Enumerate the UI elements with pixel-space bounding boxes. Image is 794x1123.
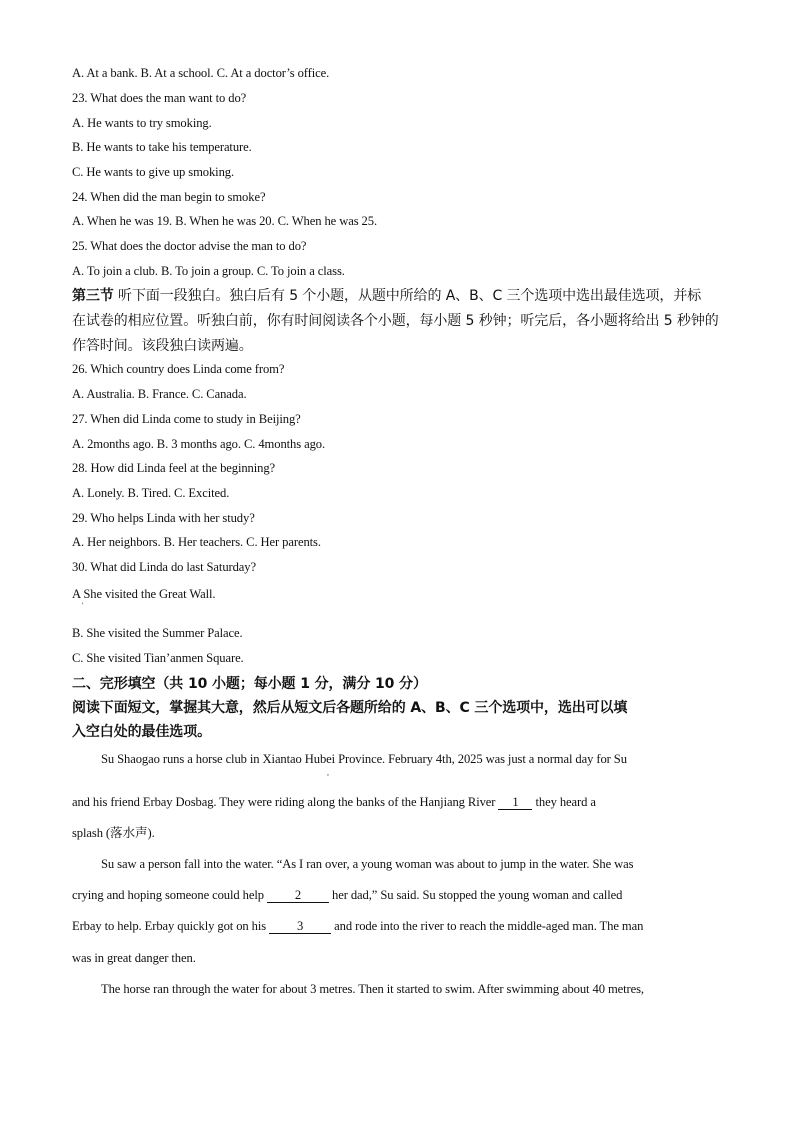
option-line: A She visited the Great Wall. — [72, 587, 216, 601]
passage-line — [72, 918, 643, 934]
part2-title: 二、完形填空（共 10 小题；每小题 1 分，满分 10 分） — [72, 676, 427, 692]
passage-text: crying and hoping someone could help — [72, 888, 267, 902]
option-line: C. She visited Tian’anmen Square. — [72, 651, 244, 665]
passage-line: was in great danger then. — [72, 951, 196, 965]
question-28: 28. How did Linda feel at the beginning? — [72, 461, 276, 475]
option-line: A. Australia. B. France. C. Canada. — [72, 387, 247, 401]
option-line: A. When he was 19. B. When he was 20. C. When he was 25. — [72, 214, 377, 228]
option-line: B. He wants to take his temperature. — [72, 140, 252, 154]
option-line: A. Her neighbors. B. Her teachers. C. Her parents. — [72, 535, 321, 549]
question-25: 25. What does the doctor advise the man to do? — [72, 239, 307, 253]
passage-line: Su saw a person fall into the water. “As I ran over, a young woman was about to jump in the water. She was — [101, 857, 634, 871]
passage-line: Su Shaogao runs a horse club in Xiantao Hubei Province. February 4th, 2025 was just a normal day for Su — [101, 752, 627, 766]
option-line: A. 2months ago. B. 3 months ago. C. 4months ago. — [72, 437, 326, 451]
question-26: 26. Which country does Linda come from? — [72, 362, 285, 376]
option-line: B. She visited the Summer Palace. — [72, 626, 243, 640]
question-24: 24. When did the man begin to smoke? — [72, 190, 266, 204]
blank-1[interactable]: 1 — [498, 796, 532, 810]
blank-2[interactable]: 2 — [267, 889, 329, 903]
option-line: A. At a bank. B. At a school. C. At a doctor’s office. — [72, 66, 330, 80]
passage-text: and his friend Erbay Dosbag. They were riding along the banks of the Hanjiang River — [72, 795, 499, 809]
question-29: 29. Who helps Linda with her study? — [72, 511, 255, 525]
stray-mark: , — [327, 768, 329, 777]
passage-text: her dad,” Su said. Su stopped the young woman and called — [328, 888, 623, 902]
passage-line — [72, 794, 596, 810]
section3-instructions-line3: 作答时间。该段独白读两遍。 — [72, 338, 253, 354]
stray-mark: ' — [82, 601, 84, 610]
option-line: A. Lonely. B. Tired. C. Excited. — [72, 486, 230, 500]
part2-instructions-line2: 入空白处的最佳选项。 — [72, 724, 211, 740]
question-23: 23. What does the man want to do? — [72, 91, 247, 105]
section3-instructions-line2: 在试卷的相应位置。听独白前，你有时间阅读各个小题，每小题 5 秒钟；听完后，各小题将给出 5 秒钟的 — [72, 313, 719, 329]
section3-heading: 第三节 — [72, 288, 114, 304]
section3-instructions-line1 — [72, 286, 701, 306]
option-line: C. He wants to give up smoking. — [72, 165, 235, 179]
part2-instructions-line1: 阅读下面短文，掌握其大意，然后从短文后各题所给的 A、B、C 三个选项中，选出可以填 — [72, 700, 628, 716]
option-line: A. He wants to try smoking. — [72, 116, 212, 130]
passage-text: they heard a — [532, 795, 596, 809]
passage-line — [72, 887, 622, 903]
blank-3[interactable]: 3 — [269, 920, 331, 934]
passage-line: splash (落水声). — [72, 826, 155, 840]
passage-text: Erbay to help. Erbay quickly got on his — [72, 919, 270, 933]
question-30: 30. What did Linda do last Saturday? — [72, 560, 256, 574]
passage-text: and rode into the river to reach the middle-aged man. The man — [331, 919, 644, 933]
section3-text: 听下面一段独白。独白后有 5 个小题，从题中所给的 A、B、C 三个选项中选出最佳选项，并标 — [113, 288, 702, 304]
question-27: 27. When did Linda come to study in Beijing? — [72, 412, 301, 426]
passage-line: The horse ran through the water for about 3 metres. Then it started to swim. After swimming about 40 metres, — [101, 982, 644, 996]
option-line: A. To join a club. B. To join a group. C. To join a class. — [72, 264, 345, 278]
